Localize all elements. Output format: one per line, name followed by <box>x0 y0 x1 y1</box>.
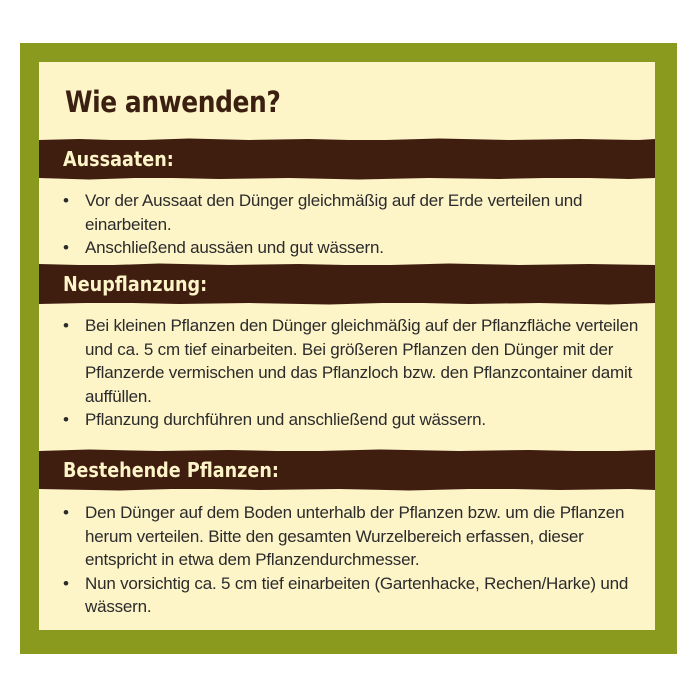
rough-edge-bottom <box>39 176 655 181</box>
bullet-icon: • <box>63 503 69 522</box>
green-frame <box>20 43 677 654</box>
bullet-icon: • <box>63 316 69 335</box>
list-item: • Den Dünger auf dem Boden unterhalb der Pflanzen bzw. um die Pflanzen herum verteilen. Bitte den gesamten Wurzelbereich erfassen, dieser entspricht in etwa dem Pflanzendurchmesser. <box>63 503 625 569</box>
bullet-icon: • <box>63 410 69 429</box>
rough-edge-bottom <box>39 487 655 492</box>
list-item: • Bei kleinen Pflanzen den Dünger gleichmäßig auf der Pflanzfläche verteilen und ca. 5 cm tief einarbeiten. Bei größeren Pflanzen den Dünger mit der Pflanzerde vermischen und das Pflanzloch bzw. den Pflanzcontainer damit auffüllen. <box>63 316 639 406</box>
section-header-bestehende-pflanzen <box>39 451 655 489</box>
section-heading: Bestehende Pflanzen: <box>63 458 279 482</box>
instructions-panel <box>39 62 655 630</box>
list-item: • Nun vorsichtig ca. 5 cm tief einarbeiten (Gartenhacke, Rechen/Harke) und wässern. <box>63 573 629 616</box>
rough-edge-bottom <box>39 301 655 306</box>
bullet-icon: • <box>63 238 69 257</box>
section-heading: Neupflanzung: <box>63 272 208 296</box>
page-title: Wie anwenden? <box>65 85 281 119</box>
bullet-list-aussaaten <box>63 189 653 260</box>
bullet-icon: • <box>63 573 69 593</box>
rough-edge-top <box>39 262 655 267</box>
list-item: • Anschließend aussäen und gut wässern. <box>63 236 653 260</box>
section-heading: Aussaaten: <box>63 147 174 171</box>
rough-edge-top <box>39 448 655 453</box>
section-header-aussaaten <box>39 140 655 178</box>
rough-edge-top <box>39 137 655 142</box>
bullet-list-bestehende-pflanzen <box>63 501 653 619</box>
list-item: • Pflanzung durchführen und anschließend gut wässern. <box>63 408 653 432</box>
list-item: • Vor der Aussaat den Dünger gleichmäßig auf der Erde verteilen und einarbeiten. <box>63 191 583 234</box>
bullet-icon: • <box>63 191 69 210</box>
section-header-neupflanzung <box>39 265 655 303</box>
bullet-list-neupflanzung <box>63 314 653 432</box>
